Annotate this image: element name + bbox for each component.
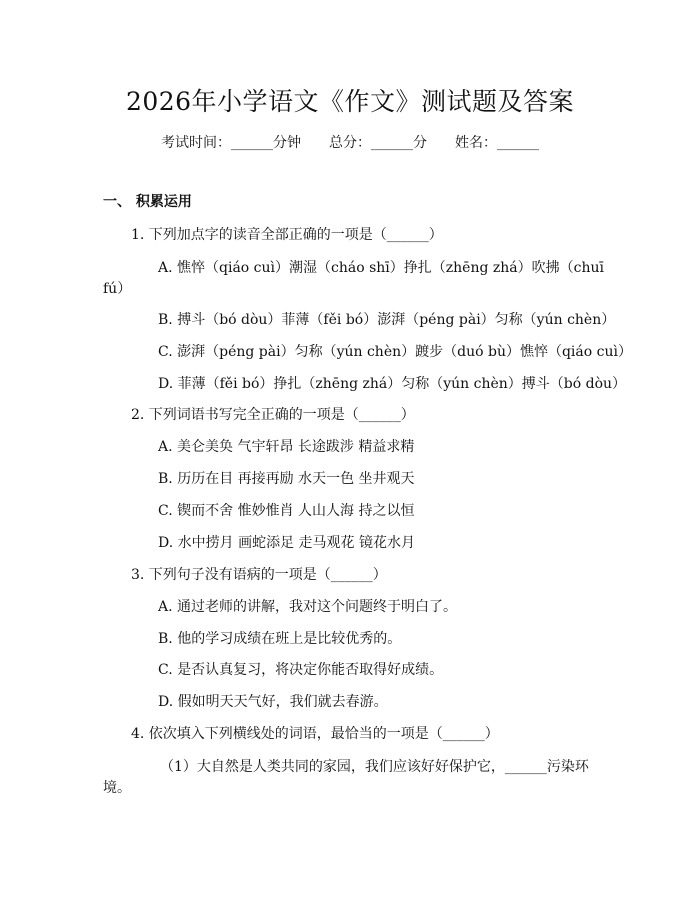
exam-time-field: 考试时间：______分钟 xyxy=(161,135,301,151)
page-title: 2026年小学语文《作文》测试题及答案 xyxy=(125,87,575,116)
question-2-option-b: B. 历历在目 再接再励 水天一色 坐井观天 xyxy=(158,471,415,487)
question-2-option-d: D. 水中捞月 画蛇添足 走马观花 镜花水月 xyxy=(158,535,415,551)
question-1-option-d: D. 菲薄（fěi bó）挣扎（zhēng zhá）匀称（yún chèn）搏斗（bó dòu） xyxy=(158,376,627,392)
question-1-stem: 1. 下列加点字的读音全部正确的一项是（______） xyxy=(131,227,443,243)
question-4-sentence-1-continued: 境。 xyxy=(103,780,131,796)
question-2-option-a: A. 美仑美奂 气宇轩昂 长途跋涉 精益求精 xyxy=(158,439,415,455)
question-1-option-a-continued: fú） xyxy=(103,281,132,297)
student-name-field: 姓名：______ xyxy=(455,135,539,151)
question-1-option-a: A. 憔悴（qiáo cuì）潮湿（cháo shī）挣扎（zhēng zhá）吹拂（chuī xyxy=(158,260,604,276)
question-1-option-b: B. 搏斗（bó dòu）菲薄（fěi bó）澎湃（péng pài）匀称（yún chèn） xyxy=(158,312,616,328)
question-4-sentence-1: （1）大自然是人类共同的家园，我们应该好好保护它，______污染环 xyxy=(160,759,589,775)
section-heading: 一、 积累运用 xyxy=(103,194,192,210)
exam-meta xyxy=(0,132,700,152)
question-3-stem: 3. 下列句子没有语病的一项是（______） xyxy=(131,567,387,583)
total-score-field: 总分：______分 xyxy=(329,135,427,151)
question-4-stem: 4. 依次填入下列横线处的词语，最恰当的一项是（______） xyxy=(131,726,499,742)
question-3-option-a: A. 通过老师的讲解，我对这个问题终于明白了。 xyxy=(158,599,458,615)
question-3-option-b: B. 他的学习成绩在班上是比较优秀的。 xyxy=(158,631,402,647)
question-2-option-c: C. 锲而不舍 惟妙惟肖 人山人海 持之以恒 xyxy=(158,503,415,519)
question-3-option-d: D. 假如明天天气好，我们就去春游。 xyxy=(158,694,388,710)
question-1-option-c: C. 澎湃（péng pài）匀称（yún chèn）踱步（duó bù）憔悴（qiáo cuì） xyxy=(158,344,632,360)
question-3-option-c: C. 是否认真复习，将决定你能否取得好成绩。 xyxy=(158,662,444,678)
question-2-stem: 2. 下列词语书写完全正确的一项是（______） xyxy=(131,407,415,423)
